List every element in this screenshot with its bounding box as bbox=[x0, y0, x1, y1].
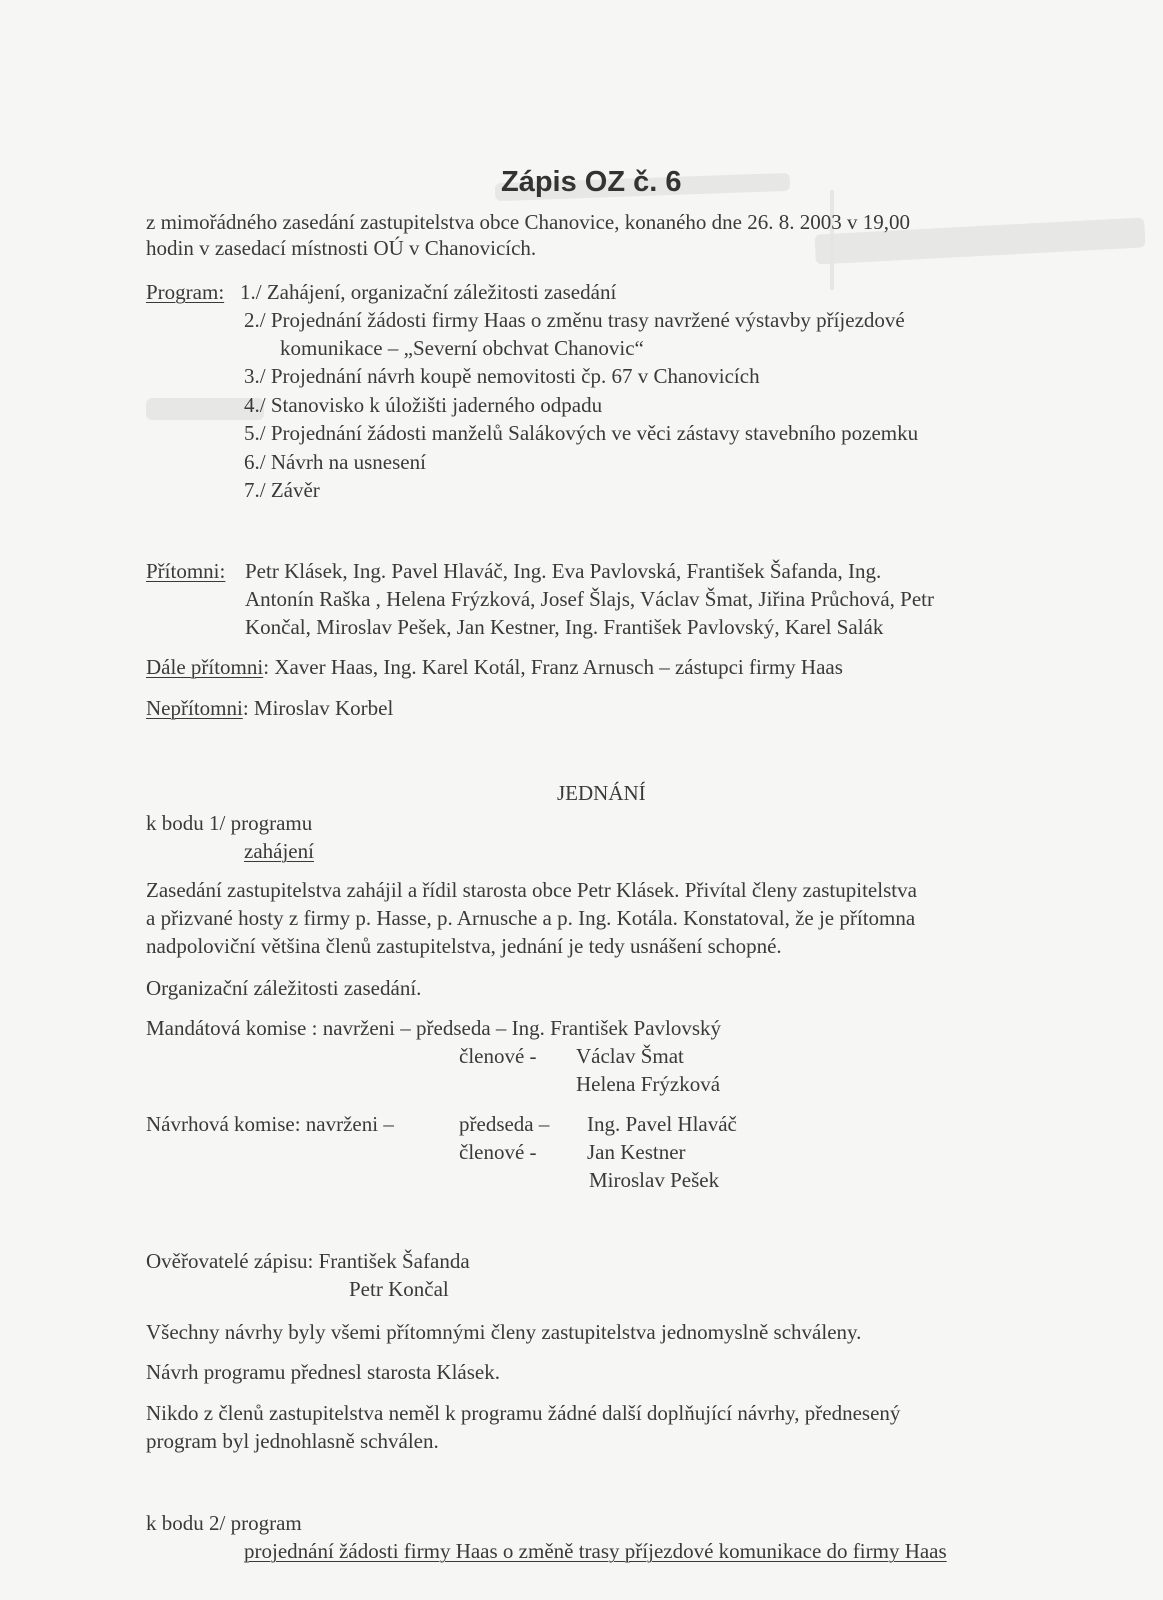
program-item-2: 2./ Projednání žádosti firmy Haas o změnu trasy navržené výstavby příjezdové bbox=[244, 308, 905, 332]
also-present bbox=[146, 657, 843, 678]
proposal-chair: Ing. Pavel Hlaváč bbox=[587, 1112, 737, 1136]
present-line-1: Petr Klásek, Ing. Pavel Hlaváč, Ing. Eva Pavlovská, František Šafanda, Ing. bbox=[245, 559, 882, 583]
present-line-3: Končal, Miroslav Pešek, Jan Kestner, Ing. František Pavlovský, Karel Salák bbox=[245, 615, 884, 639]
program-item-3: 3./ Projednání návrh koupě nemovitosti čp. 67 v Chanovicích bbox=[244, 364, 760, 388]
proposal-member-1: Jan Kestner bbox=[587, 1140, 686, 1164]
program-presented-text: Návrh programu přednesl starosta Klásek. bbox=[146, 1360, 500, 1384]
mandate-committee: Mandátová komise : navrženi – předseda – Ing. František Pavlovský bbox=[146, 1016, 722, 1040]
point2-subheading: projednání žádosti firmy Haas o změně trasy příjezdové komunikace do firmy Haas bbox=[244, 1539, 947, 1563]
proposal-member-2: Miroslav Pešek bbox=[589, 1168, 720, 1192]
section-heading: JEDNÁNÍ bbox=[557, 781, 646, 805]
no-additions-line-2: program byl jednohlasně schválen. bbox=[146, 1429, 439, 1453]
point1-para-line-3: nadpoloviční většina členů zastupitelstva, jednání je tedy usnášení schopné. bbox=[146, 934, 782, 958]
verifier-2: Petr Končal bbox=[349, 1277, 449, 1301]
mandate-member-2: Helena Frýzková bbox=[576, 1072, 721, 1096]
absent-text: : Miroslav Korbel bbox=[242, 696, 394, 720]
point1-heading: k bodu 1/ programu bbox=[146, 811, 313, 835]
mandate-member-1: Václav Šmat bbox=[576, 1044, 684, 1068]
proposal-members-label: členové - bbox=[459, 1140, 537, 1164]
scan-smudge bbox=[830, 190, 834, 290]
point2-heading: k bodu 2/ program bbox=[146, 1511, 302, 1535]
intro-line-2: hodin v zasedací místnosti OÚ v Chanovicích. bbox=[146, 236, 537, 260]
present-label: Přítomni: bbox=[146, 559, 226, 583]
mandate-members-label: členové - bbox=[459, 1044, 537, 1068]
present-line-2: Antonín Raška , Helena Frýzková, Josef Šlajs, Václav Šmat, Jiřina Průchová, Petr bbox=[245, 587, 934, 611]
proposal-chair-label: předseda – bbox=[459, 1112, 550, 1136]
absent bbox=[146, 698, 393, 719]
approval-text: Všechny návrhy byly všemi přítomnými členy zastupitelstva jednomyslně schváleny. bbox=[146, 1320, 862, 1344]
no-additions-line-1: Nikdo z členů zastupitelstva neměl k programu žádné další doplňující návrhy, přednesený bbox=[146, 1401, 901, 1425]
point1-para-line-2: a přizvané hosty z firmy p. Hasse, p. Arnusche a p. Ing. Kotála. Konstatoval, že je přítomna bbox=[146, 906, 916, 930]
absent-label: Nepřítomni bbox=[146, 696, 243, 720]
program-item-1: 1./ Zahájení, organizační záležitosti zasedání bbox=[240, 280, 617, 304]
also-present-label: Dále přítomni bbox=[146, 655, 264, 679]
program-item-6: 6./ Návrh na usnesení bbox=[244, 450, 426, 474]
program-item-5: 5./ Projednání žádosti manželů Salákových ve věci zástavy stavebního pozemku bbox=[244, 421, 919, 445]
also-present-text: : Xaver Haas, Ing. Karel Kotál, Franz Arnusch – zástupci firmy Haas bbox=[263, 655, 843, 679]
program-item-7: 7./ Závěr bbox=[244, 478, 320, 502]
verifiers: Ověřovatelé zápisu: František Šafanda bbox=[146, 1249, 470, 1273]
program-item-2-cont: komunikace – „Severní obchvat Chanovic“ bbox=[280, 336, 644, 360]
intro-line-1: z mimořádného zasedání zastupitelstva obce Chanovice, konaného dne 26. 8. 2003 v 19,00 bbox=[146, 210, 910, 234]
point1-para-line-1: Zasedání zastupitelstva zahájil a řídil starosta obce Petr Klásek. Přivítal členy zastupitelstva bbox=[146, 878, 917, 902]
org-matters: Organizační záležitosti zasedání. bbox=[146, 976, 422, 1000]
program-item-4: 4./ Stanovisko k úložišti jaderného odpadu bbox=[244, 393, 603, 417]
document-title: Zápis OZ č. 6 bbox=[501, 166, 682, 198]
point1-subheading: zahájení bbox=[244, 839, 314, 863]
program-label: Program: bbox=[146, 280, 225, 304]
proposal-committee: Návrhová komise: navrženi – bbox=[146, 1112, 394, 1136]
